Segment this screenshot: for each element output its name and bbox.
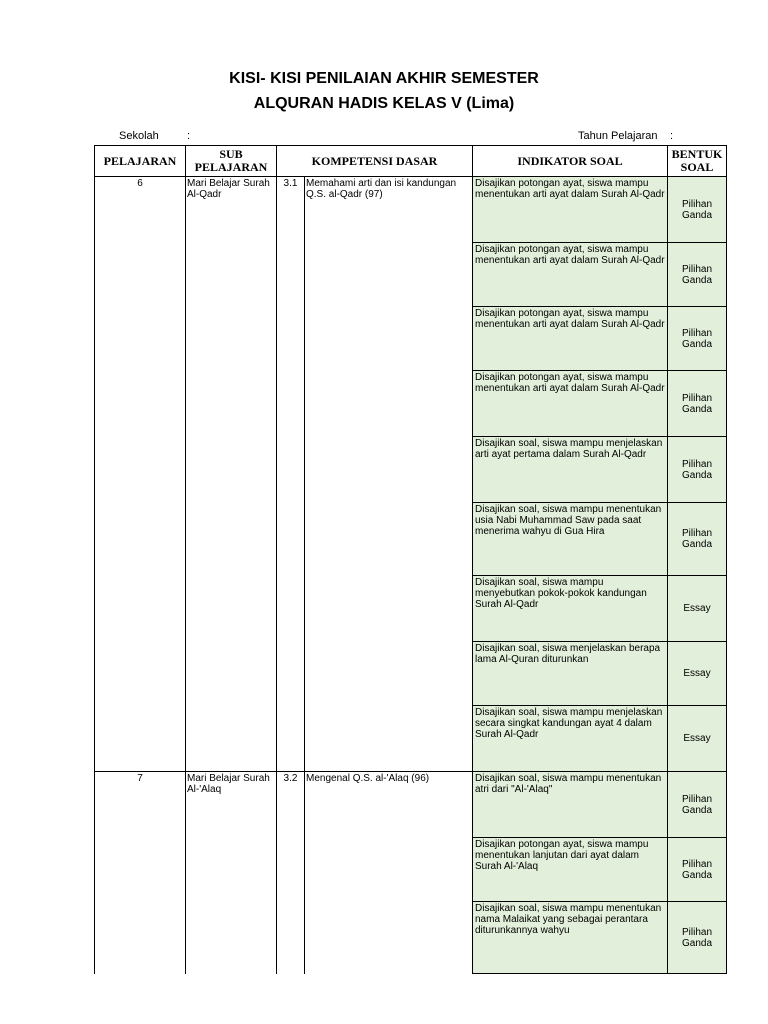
kd-number-cell	[277, 371, 305, 437]
kd-number-cell	[277, 243, 305, 307]
bentuk-soal-cell: Pilihan Ganda	[668, 772, 727, 838]
kd-text-cell	[305, 243, 473, 307]
kd-text-cell	[305, 902, 473, 974]
header-kompetensi-dasar: KOMPETENSI DASAR	[277, 146, 473, 177]
table-row	[95, 307, 727, 371]
bentuk-soal-cell: Essay	[668, 642, 727, 706]
sub-pelajaran-cell	[186, 902, 277, 974]
kd-text-cell	[305, 371, 473, 437]
bentuk-soal-cell: Pilihan Ganda	[668, 437, 727, 503]
header-sub-pelajaran: SUB PELAJARAN	[186, 146, 277, 177]
indikator-soal-cell: Disajikan potongan ayat, siswa mampu menentukan arti ayat dalam Surah Al-Qadr	[473, 243, 668, 307]
sub-pelajaran-cell	[186, 642, 277, 706]
kd-number-cell	[277, 503, 305, 576]
pelajaran-cell	[95, 642, 186, 706]
table-row	[95, 371, 727, 437]
bentuk-soal-cell: Essay	[668, 576, 727, 642]
sub-pelajaran-cell	[186, 437, 277, 503]
pelajaran-cell	[95, 838, 186, 902]
kd-text-cell	[305, 307, 473, 371]
tahun-pelajaran-label: Tahun Pelajaran	[578, 130, 658, 142]
indikator-soal-cell: Disajikan soal, siswa mampu menentukan atri dari "Al-'Alaq"	[473, 772, 668, 838]
table-row	[95, 838, 727, 902]
header-pelajaran: PELAJARAN	[95, 146, 186, 177]
kd-text-cell: Memahami arti dan isi kandungan Q.S. al-Qadr (97)	[305, 177, 473, 243]
kd-number-cell	[277, 437, 305, 503]
indikator-soal-cell: Disajikan potongan ayat, siswa mampu menentukan lanjutan dari ayat dalam Surah Al-'Alaq	[473, 838, 668, 902]
sub-pelajaran-cell	[186, 706, 277, 772]
header-row	[95, 146, 727, 177]
indikator-soal-cell: Disajikan soal, siswa mampu menjelaskan secara singkat kandungan ayat 4 dalam Surah Al-Qadr	[473, 706, 668, 772]
indikator-soal-cell: Disajikan soal, siswa mampu menjelaskan arti ayat pertama dalam Surah Al-Qadr	[473, 437, 668, 503]
bentuk-soal-cell: Pilihan Ganda	[668, 838, 727, 902]
kd-text-cell	[305, 838, 473, 902]
bentuk-soal-cell: Pilihan Ganda	[668, 503, 727, 576]
header-bentuk-soal: BENTUK SOAL	[668, 146, 727, 177]
sub-pelajaran-cell	[186, 838, 277, 902]
kd-number-cell	[277, 576, 305, 642]
sekolah-label: Sekolah	[119, 130, 159, 142]
table-row	[95, 177, 727, 243]
sub-pelajaran-cell: Mari Belajar Surah Al-Qadr	[186, 177, 277, 243]
sub-pelajaran-cell	[186, 307, 277, 371]
sub-pelajaran-cell	[186, 243, 277, 307]
kd-number-cell	[277, 902, 305, 974]
bentuk-soal-cell: Pilihan Ganda	[668, 177, 727, 243]
pelajaran-cell	[95, 371, 186, 437]
bentuk-soal-cell: Pilihan Ganda	[668, 307, 727, 371]
pelajaran-cell	[95, 437, 186, 503]
pelajaran-cell	[95, 902, 186, 974]
document-title: KISI- KISI PENILAIAN AKHIR SEMESTER	[229, 70, 539, 87]
sub-pelajaran-cell: Mari Belajar Surah Al-'Alaq	[186, 772, 277, 838]
kd-number-cell: 3.1	[277, 177, 305, 243]
kd-number-cell	[277, 642, 305, 706]
pelajaran-cell	[95, 706, 186, 772]
pelajaran-cell	[95, 307, 186, 371]
kd-text-cell	[305, 706, 473, 772]
kd-text-cell	[305, 437, 473, 503]
indikator-soal-cell: Disajikan potongan ayat, siswa mampu menentukan arti ayat dalam Surah Al-Qadr	[473, 307, 668, 371]
kd-text-cell	[305, 576, 473, 642]
kd-text-cell	[305, 642, 473, 706]
table-row	[95, 437, 727, 503]
pelajaran-cell	[95, 243, 186, 307]
kd-text-cell: Mengenal Q.S. al-'Alaq (96)	[305, 772, 473, 838]
indikator-soal-cell: Disajikan soal, siswa mampu menentukan usia Nabi Muhammad Saw pada saat menerima wahyu di Gua Hira	[473, 503, 668, 576]
sub-pelajaran-cell	[186, 503, 277, 576]
sub-pelajaran-cell	[186, 371, 277, 437]
tahun-pelajaran-colon: :	[670, 130, 674, 142]
document-subtitle: ALQURAN HADIS KELAS V (Lima)	[253, 95, 515, 112]
table-row	[95, 642, 727, 706]
indikator-soal-cell: Disajikan soal, siswa menjelaskan berapa lama Al-Quran diturunkan	[473, 642, 668, 706]
bentuk-soal-cell: Pilihan Ganda	[668, 902, 727, 974]
kd-number-cell	[277, 706, 305, 772]
indikator-soal-cell: Disajikan potongan ayat, siswa mampu menentukan arti ayat dalam Surah Al-Qadr	[473, 371, 668, 437]
kd-text-cell	[305, 503, 473, 576]
pelajaran-cell	[95, 576, 186, 642]
pelajaran-cell: 7	[95, 772, 186, 838]
table-row	[95, 503, 727, 576]
bentuk-soal-cell: Pilihan Ganda	[668, 371, 727, 437]
indikator-soal-cell: Disajikan potongan ayat, siswa mampu menentukan arti ayat dalam Surah Al-Qadr	[473, 177, 668, 243]
sekolah-colon: :	[187, 130, 191, 142]
kisi-kisi-table	[94, 145, 727, 974]
kd-number-cell	[277, 307, 305, 371]
kd-number-cell: 3.2	[277, 772, 305, 838]
table-row	[95, 576, 727, 642]
bentuk-soal-cell: Essay	[668, 706, 727, 772]
table-row	[95, 902, 727, 974]
table-row	[95, 706, 727, 772]
pelajaran-cell	[95, 503, 186, 576]
table-row	[95, 772, 727, 838]
indikator-soal-cell: Disajikan soal, siswa mampu menyebutkan pokok-pokok kandungan Surah Al-Qadr	[473, 576, 668, 642]
header-indikator-soal: INDIKATOR SOAL	[473, 146, 668, 177]
indikator-soal-cell: Disajikan soal, siswa mampu menentukan nama Malaikat yang sebagai perantara diturunkannya wahyu	[473, 902, 668, 974]
sub-pelajaran-cell	[186, 576, 277, 642]
kd-number-cell	[277, 838, 305, 902]
bentuk-soal-cell: Pilihan Ganda	[668, 243, 727, 307]
table-row	[95, 243, 727, 307]
pelajaran-cell: 6	[95, 177, 186, 243]
